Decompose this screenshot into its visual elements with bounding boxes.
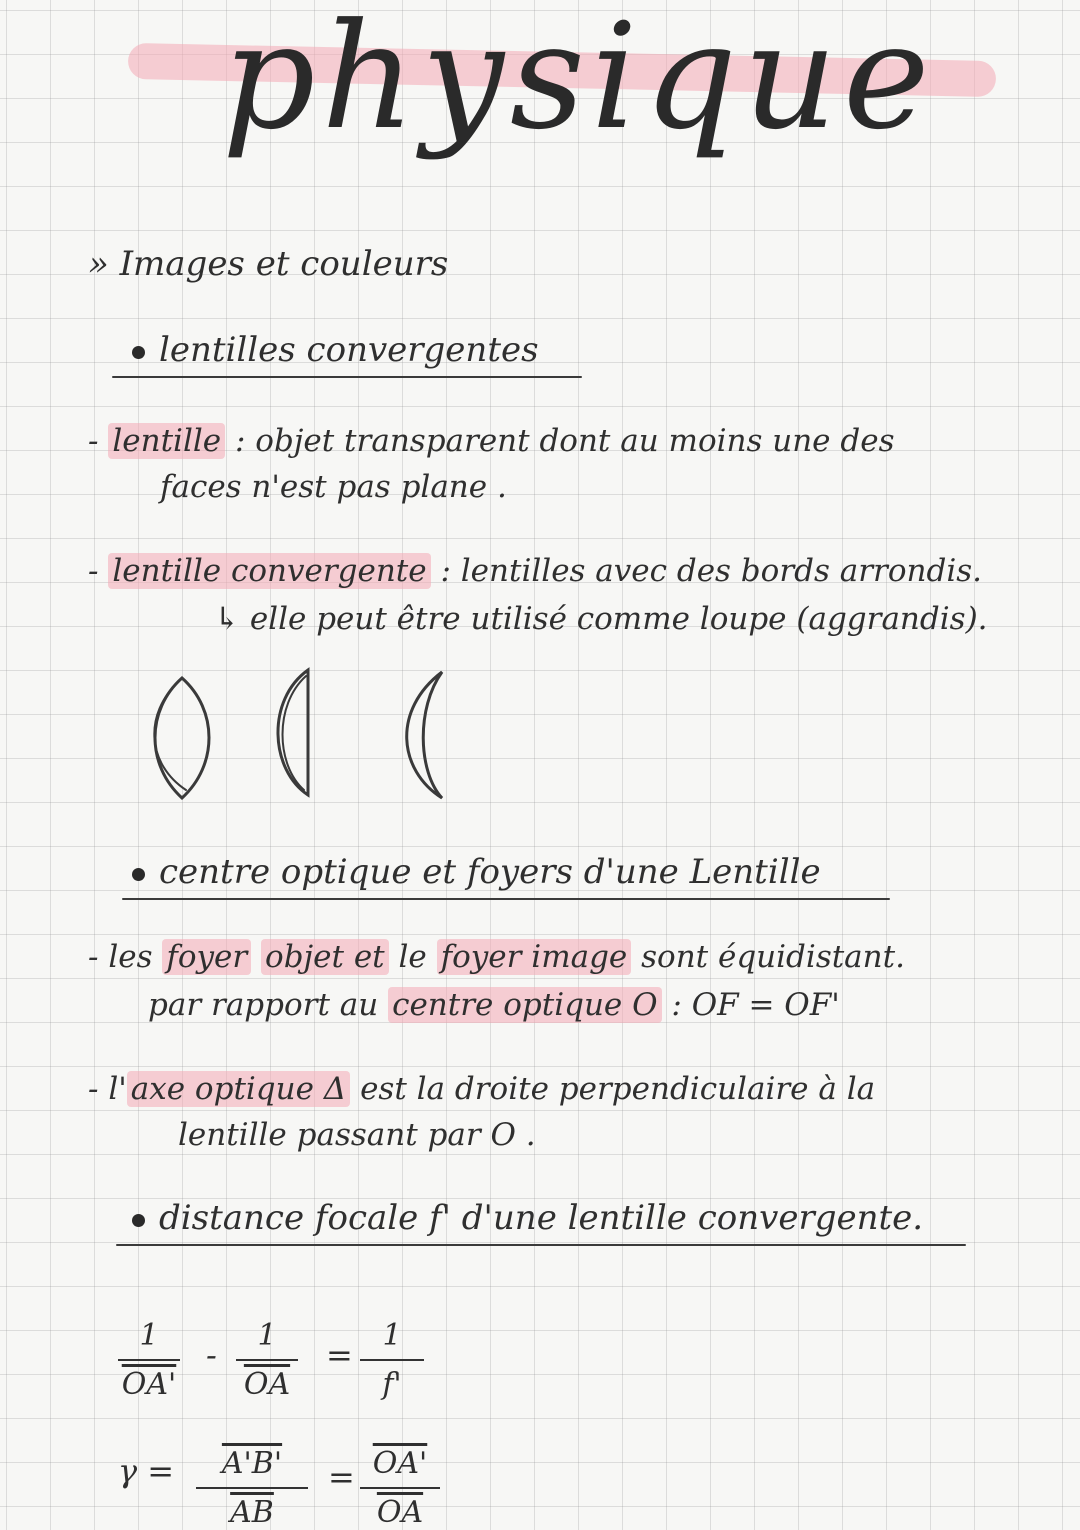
definition-text: : lentilles avec des bords arrondis. bbox=[440, 553, 983, 589]
paragraph-foyers-cont bbox=[148, 982, 840, 1028]
text: le bbox=[398, 939, 427, 975]
bullet-icon bbox=[132, 1214, 145, 1227]
text: par rapport au bbox=[148, 987, 379, 1023]
equals-sign: = bbox=[328, 1458, 355, 1496]
fraction-bar bbox=[196, 1487, 308, 1489]
definition-convergente-note: ↳ elle peut être utilisé comme loupe (aggrandis). bbox=[214, 601, 988, 637]
fraction-1-over-f-prime bbox=[360, 1318, 424, 1402]
term-centre-optique: centre optique O bbox=[388, 987, 661, 1023]
fraction-bar bbox=[118, 1359, 180, 1361]
definition-convergente: - lentille convergente : lentilles avec des bords arrondis. bbox=[88, 553, 983, 589]
numerator: 1 bbox=[139, 1318, 159, 1353]
section-heading-text: lentilles convergentes bbox=[159, 330, 539, 370]
fraction-bar bbox=[360, 1359, 424, 1361]
text: - l' bbox=[88, 1071, 127, 1107]
numerator: 1 bbox=[257, 1318, 277, 1353]
formula-of: : OF = OF' bbox=[671, 987, 840, 1023]
section-heading-text: distance focale f' d'une lentille convergente. bbox=[159, 1198, 924, 1238]
definition-lentille-cont: faces n'est pas plane . bbox=[160, 469, 507, 505]
denominator: f' bbox=[382, 1367, 402, 1402]
text: sont équidistant. bbox=[641, 939, 905, 975]
bullet-icon bbox=[132, 868, 145, 881]
section-heading-distance bbox=[132, 1198, 923, 1238]
section-underline bbox=[122, 898, 890, 900]
section-heading-lentilles bbox=[132, 330, 539, 370]
term-axe-optique: axe optique Δ bbox=[127, 1071, 350, 1107]
meniscus-lens-icon bbox=[407, 672, 442, 798]
numerator: A'B' bbox=[221, 1446, 283, 1481]
chapter-heading: » Images et couleurs bbox=[88, 244, 449, 284]
numerator: OA' bbox=[372, 1446, 428, 1481]
term-objet: objet et bbox=[261, 939, 389, 975]
section-heading-text: centre optique et foyers d'une Lentille bbox=[159, 852, 821, 892]
denominator: AB bbox=[230, 1495, 274, 1530]
gamma-lhs: γ = bbox=[118, 1452, 175, 1490]
definition-text: : objet transparent dont au moins une des bbox=[234, 423, 895, 459]
paragraph-axe bbox=[88, 1066, 875, 1112]
fraction-OA-prime-over-OA bbox=[360, 1446, 440, 1530]
denominator: OA' bbox=[121, 1367, 177, 1402]
definition-lentille: - lentille : objet transparent dont au moins une des bbox=[88, 423, 895, 459]
text: est la droite perpendiculaire à la bbox=[360, 1071, 876, 1107]
section-heading-centre bbox=[132, 852, 821, 892]
paragraph-axe-cont: lentille passant par O . bbox=[178, 1117, 536, 1153]
numerator: 1 bbox=[382, 1318, 402, 1353]
equals-sign: = bbox=[326, 1336, 353, 1374]
lens-drawings bbox=[140, 660, 470, 810]
fraction-bar bbox=[360, 1487, 440, 1489]
bullet-icon bbox=[132, 346, 145, 359]
paragraph-foyers bbox=[88, 934, 905, 980]
term-lentille-convergente: lentille convergente bbox=[108, 553, 430, 589]
section-underline bbox=[116, 1244, 966, 1246]
biconvex-lens-icon bbox=[155, 678, 209, 798]
minus-sign: - bbox=[206, 1336, 217, 1374]
fraction-1-over-OA-prime bbox=[118, 1318, 180, 1402]
term-foyer: foyer bbox=[162, 939, 251, 975]
term-lentille: lentille bbox=[108, 423, 225, 459]
term-foyer-image: foyer image bbox=[437, 939, 632, 975]
denominator: OA bbox=[376, 1495, 424, 1530]
section-underline bbox=[112, 376, 582, 378]
page-title: physique bbox=[222, 0, 936, 162]
fraction-bar bbox=[236, 1359, 298, 1361]
text: - les bbox=[88, 939, 153, 975]
denominator: OA bbox=[243, 1367, 291, 1402]
fraction-1-over-OA bbox=[236, 1318, 298, 1402]
fraction-AB-prime-over-AB bbox=[196, 1446, 308, 1530]
